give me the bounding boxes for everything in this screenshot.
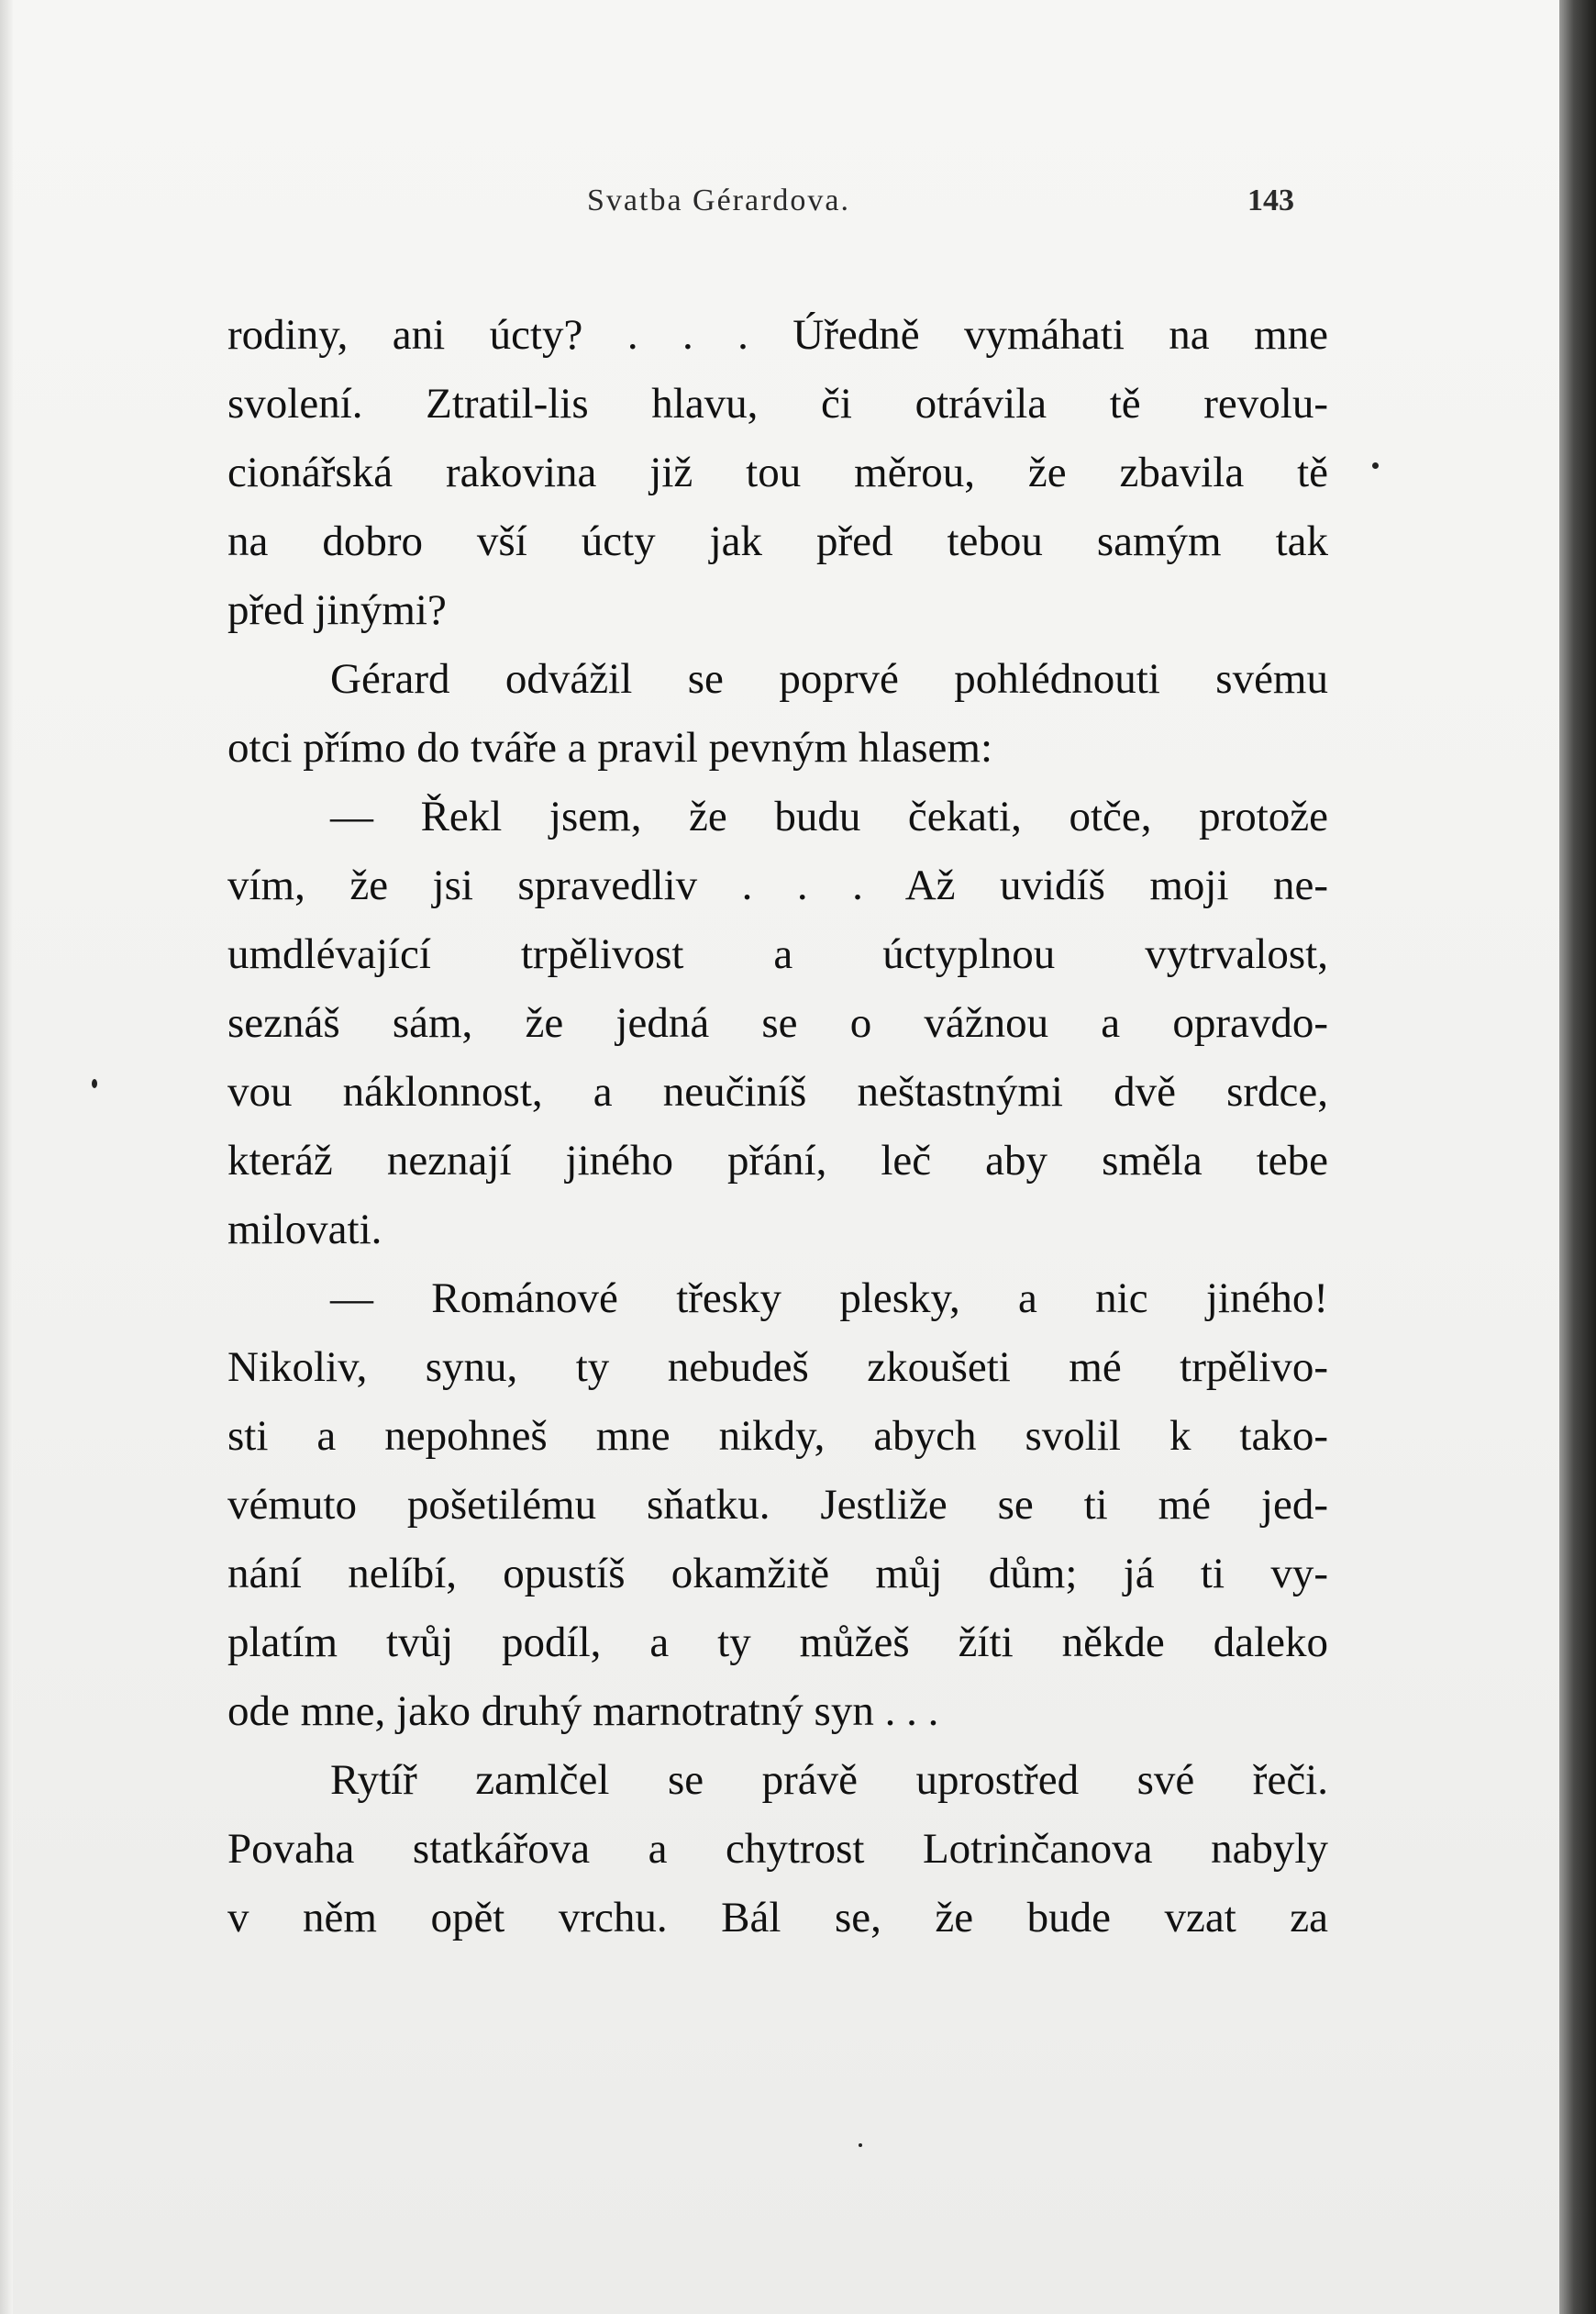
text-line: otci přímo do tváře a pravil pevným hlasem: — [227, 724, 993, 772]
text-line: Nikoliv, synu, ty nebudeš zkoušeti mé trpělivo- — [227, 1343, 1328, 1391]
text-line: — Řekl jsem, že budu čekati, otče, protože — [330, 793, 1328, 840]
text-line: vémuto pošetilému sňatku. Jestliže se ti mé jed- — [227, 1481, 1328, 1529]
ink-speck — [859, 2143, 862, 2147]
text-line: seznáš sám, že jedná se o vážnou a opravdo- — [227, 999, 1328, 1047]
text-line: svolení. Ztratil-lis hlavu, či otrávila tě revolu- — [227, 380, 1328, 428]
page-left-edge — [0, 0, 13, 2314]
text-line: platím tvůj podíl, a ty můžeš žíti někde daleko — [227, 1619, 1328, 1666]
ink-speck — [92, 1079, 97, 1088]
text-line: vou náklonnost, a neučiníš neštastnými dvě srdce, — [227, 1068, 1328, 1116]
text-line: na dobro vší úcty jak před tebou samým tak — [227, 517, 1328, 565]
text-line: vím, že jsi spravedliv . . . Až uvidíš moji ne- — [227, 862, 1328, 909]
text-line: Gérard odvážil se poprvé pohlédnouti svému — [330, 655, 1328, 703]
text-line: rodiny, ani úcty? . . . Úředně vymáhati na mne — [227, 311, 1328, 359]
text-line: umdlévající trpělivost a úctyplnou vytrvalost, — [227, 930, 1328, 978]
body-text — [227, 301, 1328, 1952]
page-right-edge-shadow — [1559, 0, 1596, 2314]
running-header — [0, 184, 1596, 239]
ink-speck — [1372, 462, 1379, 469]
text-line: Povaha statkářova a chytrost Lotrinčanova nabyly — [227, 1825, 1328, 1873]
text-line: v něm opět vrchu. Bál se, že bude vzat za — [227, 1894, 1328, 1941]
text-line: sti a nepohneš mne nikdy, abych svolil k tako- — [227, 1412, 1328, 1460]
page-number: 143 — [1247, 184, 1294, 217]
text-line: před jinými? — [227, 586, 447, 634]
text-line: milovati. — [227, 1206, 382, 1253]
text-line: Rytíř zamlčel se právě uprostřed své řeči. — [330, 1756, 1328, 1804]
text-line: ode mne, jako druhý marnotratný syn . . . — [227, 1687, 939, 1735]
running-title: Svatba Gérardova. — [587, 184, 851, 217]
text-line: nání nelíbí, opustíš okamžitě můj dům; já ti vy- — [227, 1550, 1328, 1597]
text-line: kteráž neznají jiného přání, leč aby směla tebe — [227, 1137, 1328, 1185]
text-line: cionářská rakovina již tou měrou, že zbavila tě — [227, 449, 1328, 496]
text-line: — Románové třesky plesky, a nic jiného! — [330, 1274, 1328, 1322]
